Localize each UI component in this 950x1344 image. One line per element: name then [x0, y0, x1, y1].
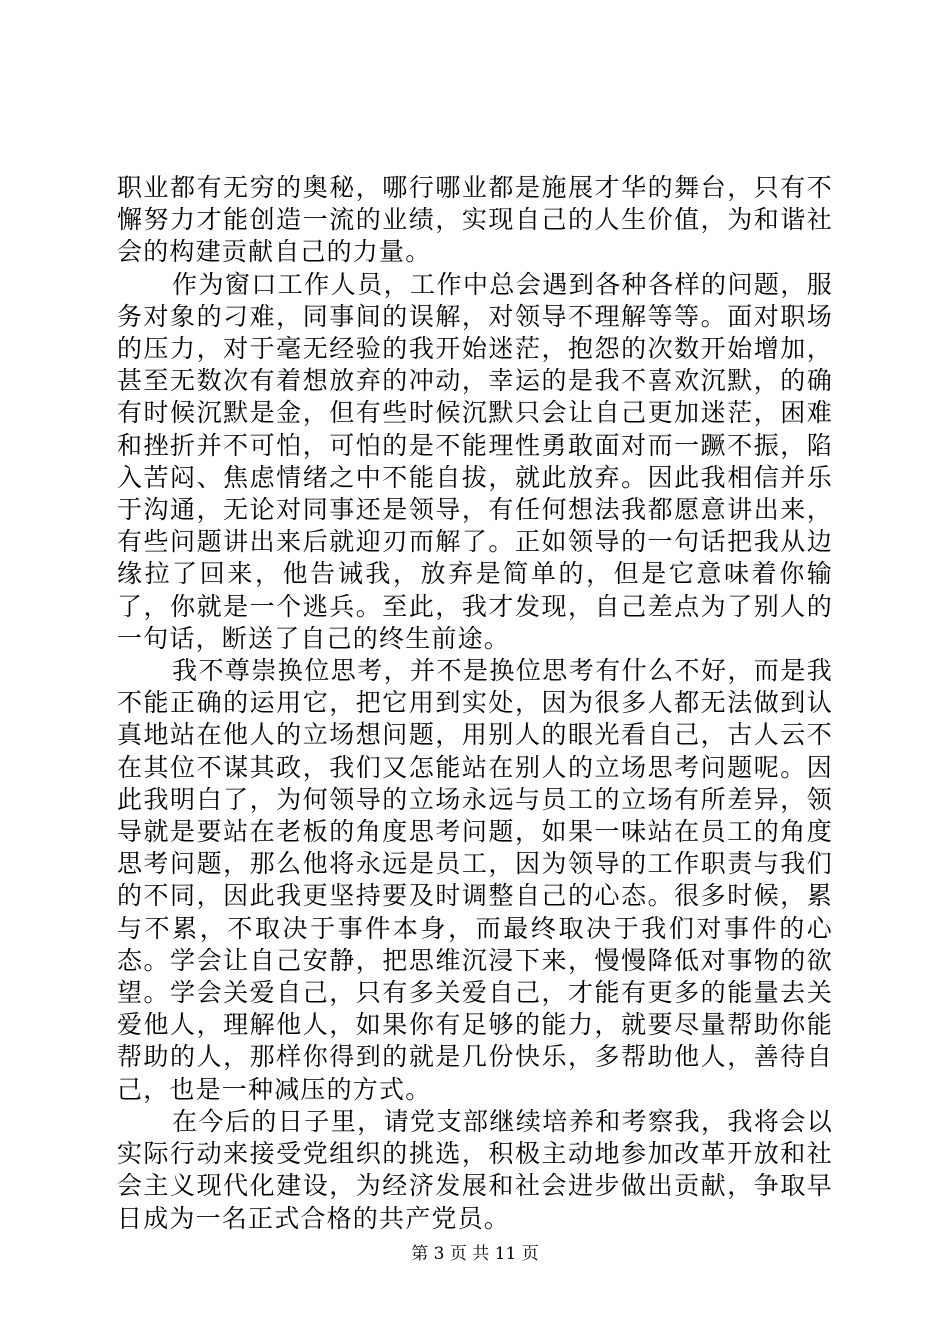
paragraph: 在今后的日子里，请党支部继续培养和考察我，我将会以实际行动来接受党组织的挑选，积极主动地参加改革开放和社会主义现代化建设，为经济发展和社会进步做出贡献，争取早日成为一名正式合格的共产党员。 [117, 1106, 833, 1233]
paragraph: 作为窗口工作人员，工作中总会遇到各种各样的问题，服务对象的刁难，同事间的误解，对领导不理解等等。面对职场的压力，对于毫无经验的我开始迷茫，抱怨的次数开始增加，甚至无数次有着想放弃的冲动，幸运的是我不喜欢沉默，的确有时候沉默是金，但有些时候沉默只会让自己更加迷茫，困难和挫折并不可怕，可怕的是不能理性勇敢面对而一蹶不振，陷入苦闷、焦虑情绪之中不能自拔，就此放弃。因此我相信并乐于沟通，无论对同事还是领导，有任何想法我都愿意讲出来，有些问题讲出来后就迎刃而解了。正如领导的一句话把我从边缘拉了回来，他告诫我，放弃是简单的，但是它意味着你输了，你就是一个逃兵。至此，我才发现，自己差点为了别人的一句话，断送了自己的终生前途。 [117, 269, 833, 653]
page-footer: 第 3 页 共 11 页 [411, 1244, 539, 1264]
paragraph: 我不尊崇换位思考，并不是换位思考有什么不好，而是我不能正确的运用它，把它用到实处，因为很多人都无法做到认真地站在他人的立场想问题，用别人的眼光看自己，古人云不在其位不谋其政，我们又怎能站在别人的立场思考问题呢。因此我明白了，为何领导的立场永远与员工的立场有所差异，领导就是要站在老板的角度思考问题，如果一味站在员工的角度思考问题，那么他将永远是员工，因为领导的工作职责与我们的不同，因此我更坚持要及时调整自己的心态。很多时候，累与不累，不取决于事件本身，而最终取决于我们对事件的心态。学会让自己安静，把思维沉浸下来，慢慢降低对事物的欲望。学会关爱自己，只有多关爱自己，才能有更多的能量去关爱他人，理解他人，如果你有足够的能力，就要尽量帮助你能帮助的人，那样你得到的就是几份快乐，多帮助他人，善待自己，也是一种减压的方式。 [117, 656, 833, 1104]
document-body [117, 172, 833, 1235]
paragraph-continuation: 职业都有无穷的奥秘，哪行哪业都是施展才华的舞台，只有不懈努力才能创造一流的业绩，实现自己的人生价值，为和谐社会的构建贡献自己的力量。 [117, 173, 833, 267]
